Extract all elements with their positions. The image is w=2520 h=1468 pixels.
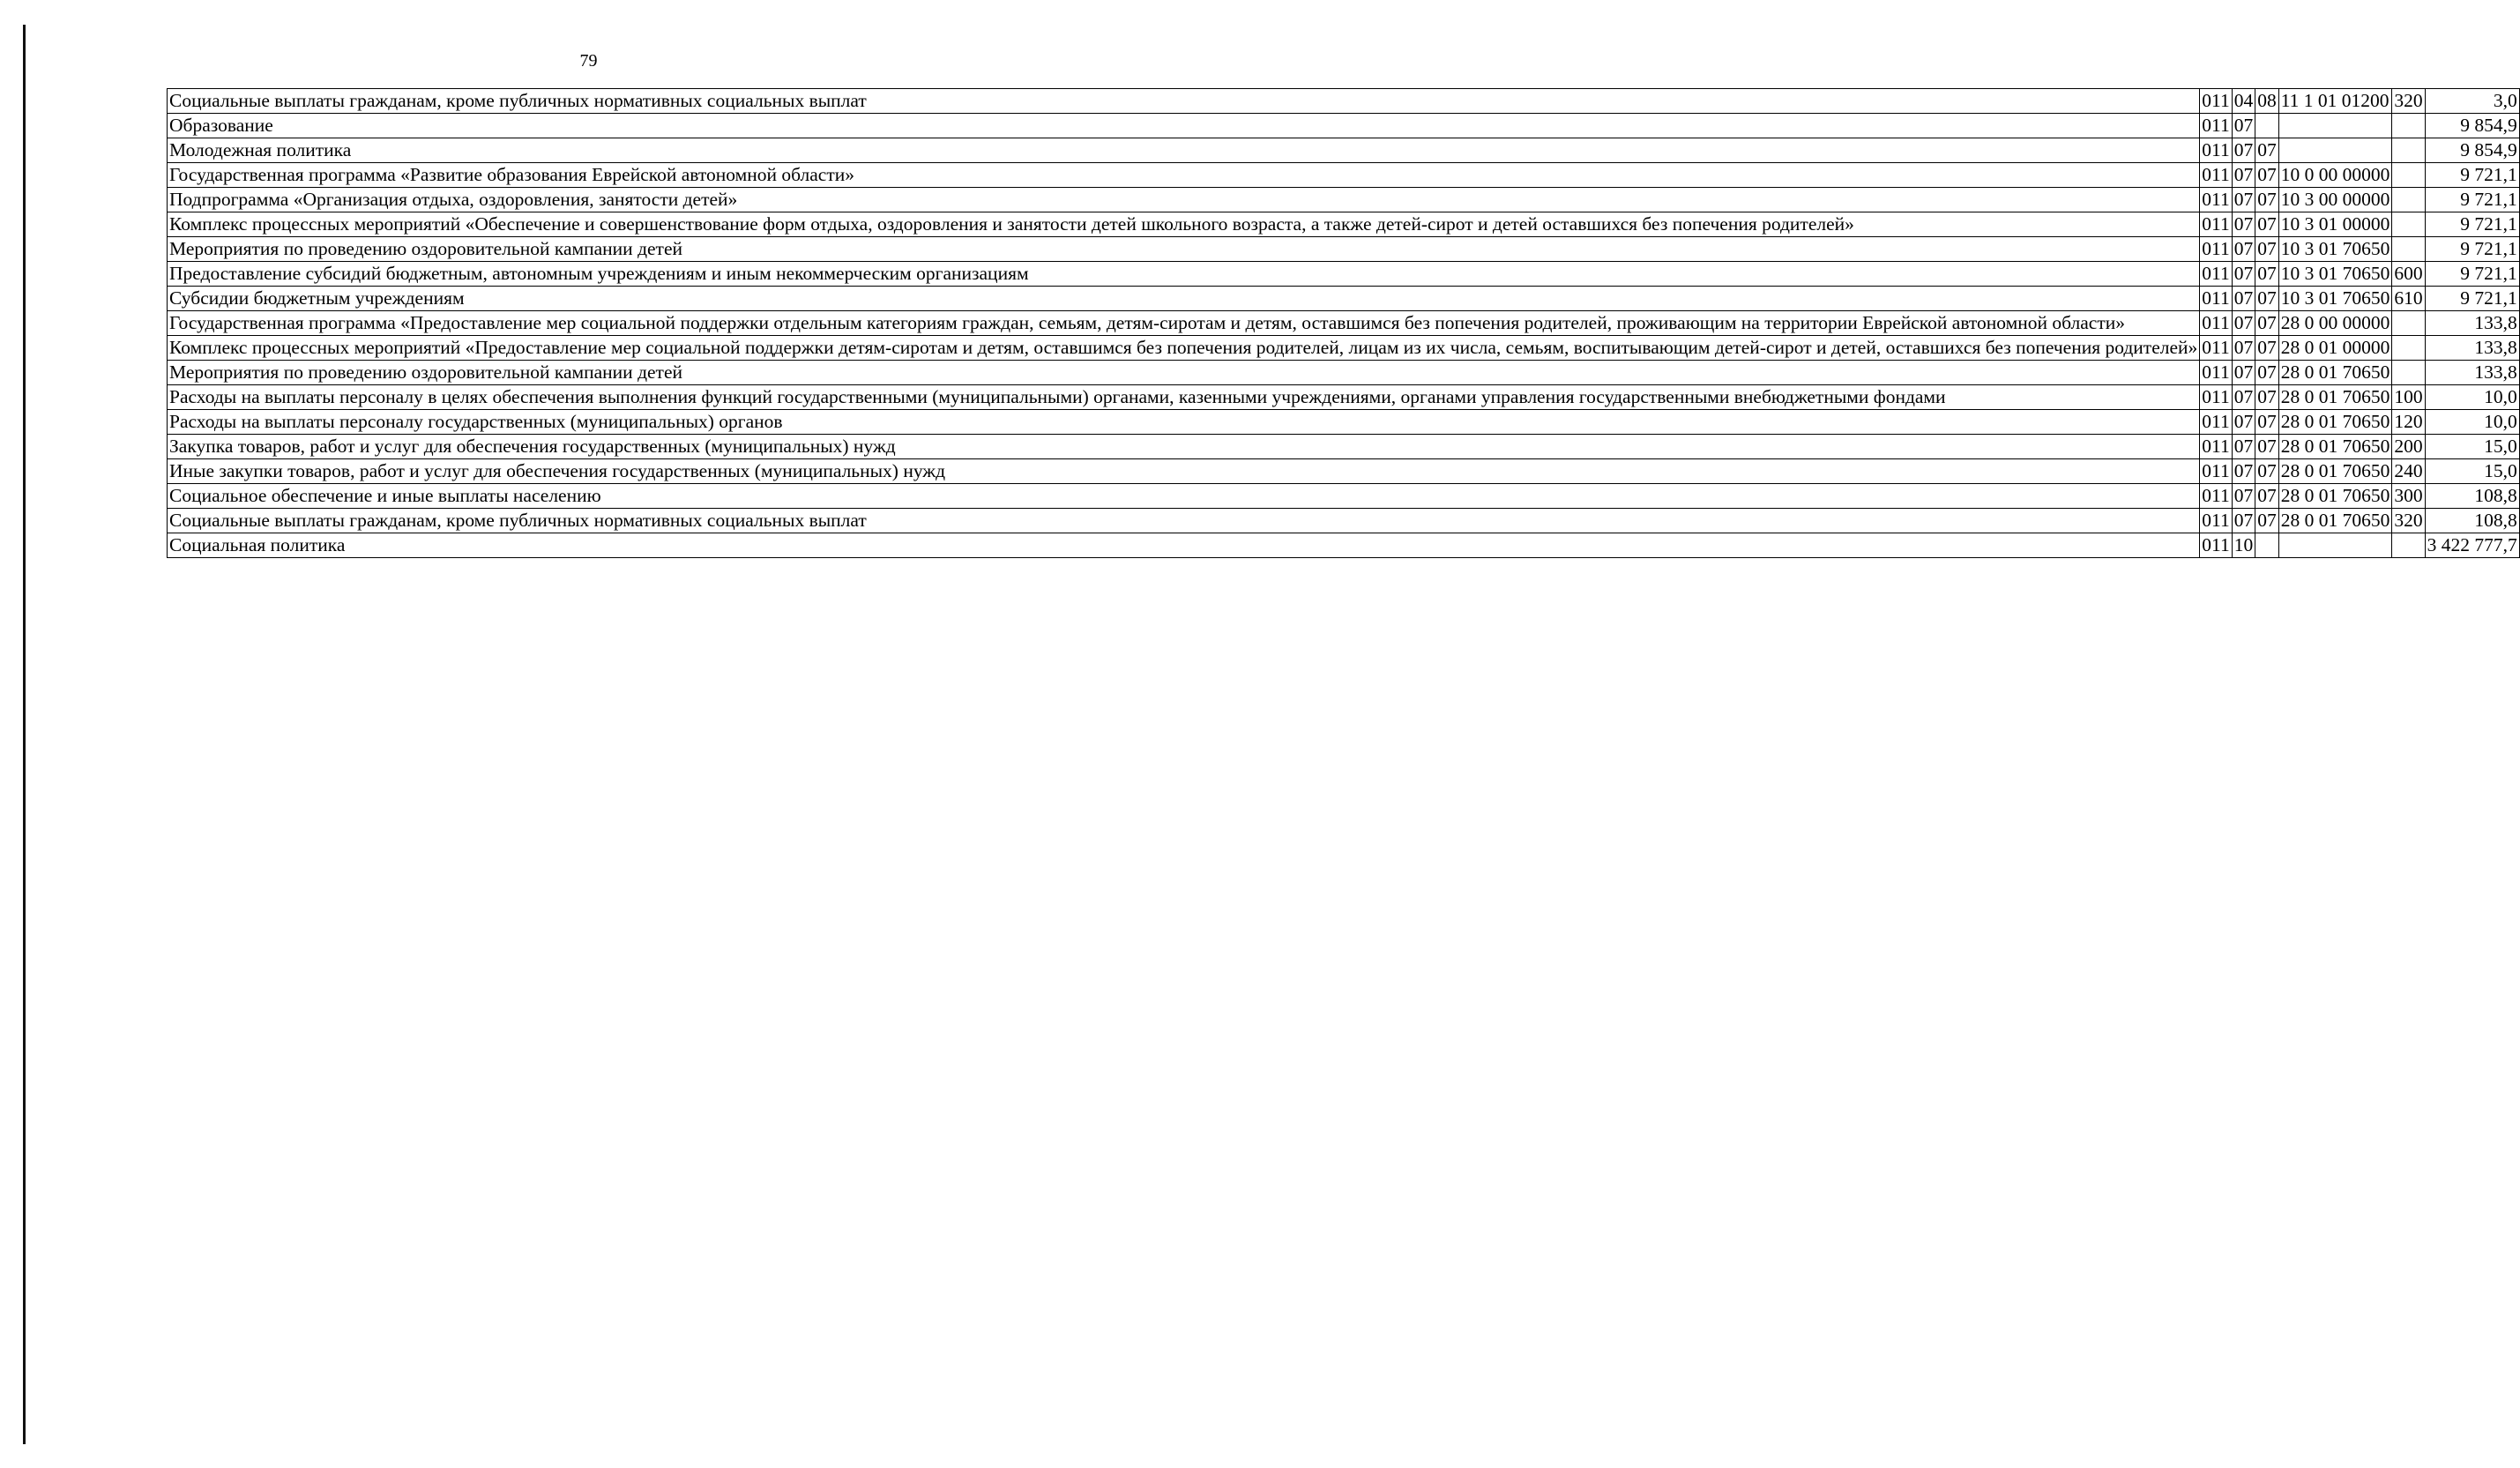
table-row — [168, 262, 2520, 287]
subsection-code-cell: 07 — [2255, 484, 2279, 509]
table-row — [168, 287, 2520, 311]
subsection-code-cell: 07 — [2255, 410, 2279, 435]
amount-cell: 9 854,9 — [2425, 114, 2519, 138]
admin-code-cell: 011 — [2200, 459, 2232, 484]
expense-name-cell: Закупка товаров, работ и услуг для обеспечения государственных (муниципальных) нужд — [168, 435, 2200, 459]
admin-code-cell: 011 — [2200, 533, 2232, 558]
target-article-code-cell: 28 0 01 70650 — [2278, 410, 2392, 435]
subsection-code-cell: 07 — [2255, 212, 2279, 237]
target-article-code-cell: 28 0 01 70650 — [2278, 509, 2392, 533]
subsection-code-cell: 07 — [2255, 361, 2279, 385]
admin-code-cell: 011 — [2200, 89, 2232, 114]
subsection-code-cell: 07 — [2255, 459, 2279, 484]
table-row — [168, 459, 2520, 484]
expense-type-code-cell: 120 — [2392, 410, 2425, 435]
budget-table — [167, 88, 2520, 558]
amount-cell: 9 721,1 — [2425, 163, 2519, 188]
target-article-code-cell: 28 0 01 70650 — [2278, 361, 2392, 385]
target-article-code-cell: 28 0 01 00000 — [2278, 336, 2392, 361]
subsection-code-cell: 07 — [2255, 509, 2279, 533]
section-code-cell: 07 — [2232, 385, 2255, 410]
amount-cell: 9 721,1 — [2425, 262, 2519, 287]
amount-cell: 133,8 — [2425, 311, 2519, 336]
admin-code-cell: 011 — [2200, 262, 2232, 287]
expense-name-cell: Комплекс процессных мероприятий «Обеспечение и совершенствование форм отдыха, оздоровления и занятости детей школьного возраста, а также детей-сирот и детей оставшихся без попечения родителей» — [168, 212, 2200, 237]
subsection-code-cell: 07 — [2255, 385, 2279, 410]
table-row — [168, 163, 2520, 188]
amount-cell: 15,0 — [2425, 435, 2519, 459]
expense-type-code-cell — [2392, 163, 2425, 188]
target-article-code-cell: 10 0 00 00000 — [2278, 163, 2392, 188]
expense-name-cell: Мероприятия по проведению оздоровительной кампании детей — [168, 361, 2200, 385]
expense-type-code-cell: 100 — [2392, 385, 2425, 410]
expense-type-code-cell: 600 — [2392, 262, 2425, 287]
expense-type-code-cell: 610 — [2392, 287, 2425, 311]
expense-type-code-cell — [2392, 361, 2425, 385]
expense-name-cell: Иные закупки товаров, работ и услуг для обеспечения государственных (муниципальных) нужд — [168, 459, 2200, 484]
page-number: 79 — [579, 51, 598, 71]
section-code-cell: 07 — [2232, 459, 2255, 484]
section-code-cell: 04 — [2232, 89, 2255, 114]
amount-cell: 9 721,1 — [2425, 237, 2519, 262]
amount-cell: 3,0 — [2425, 89, 2519, 114]
expense-type-code-cell — [2392, 533, 2425, 558]
admin-code-cell: 011 — [2200, 361, 2232, 385]
expense-name-cell: Образование — [168, 114, 2200, 138]
target-article-code-cell: 28 0 01 70650 — [2278, 459, 2392, 484]
expense-name-cell: Социальная политика — [168, 533, 2200, 558]
expense-name-cell: Социальное обеспечение и иные выплаты населению — [168, 484, 2200, 509]
target-article-code-cell: 28 0 01 70650 — [2278, 484, 2392, 509]
admin-code-cell: 011 — [2200, 287, 2232, 311]
expense-name-cell: Государственная программа «Развитие образования Еврейской автономной области» — [168, 163, 2200, 188]
section-code-cell: 07 — [2232, 114, 2255, 138]
expense-name-cell: Предоставление субсидий бюджетным, автономным учреждениям и иным некоммерческим организациям — [168, 262, 2200, 287]
expense-name-cell: Молодежная политика — [168, 138, 2200, 163]
table-row — [168, 212, 2520, 237]
admin-code-cell: 011 — [2200, 212, 2232, 237]
amount-cell: 10,0 — [2425, 410, 2519, 435]
expense-type-code-cell — [2392, 188, 2425, 212]
expense-name-cell: Расходы на выплаты персоналу государственных (муниципальных) органов — [168, 410, 2200, 435]
admin-code-cell: 011 — [2200, 237, 2232, 262]
expense-type-code-cell — [2392, 212, 2425, 237]
section-code-cell: 10 — [2232, 533, 2255, 558]
expense-name-cell: Мероприятия по проведению оздоровительной кампании детей — [168, 237, 2200, 262]
expense-name-cell: Подпрограмма «Организация отдыха, оздоровления, занятости детей» — [168, 188, 2200, 212]
subsection-code-cell — [2255, 533, 2279, 558]
expense-type-code-cell — [2392, 336, 2425, 361]
table-row — [168, 336, 2520, 361]
section-code-cell: 07 — [2232, 311, 2255, 336]
subsection-code-cell: 07 — [2255, 138, 2279, 163]
target-article-code-cell — [2278, 114, 2392, 138]
section-code-cell: 07 — [2232, 163, 2255, 188]
admin-code-cell: 011 — [2200, 114, 2232, 138]
section-code-cell: 07 — [2232, 336, 2255, 361]
section-code-cell: 07 — [2232, 237, 2255, 262]
subsection-code-cell: 07 — [2255, 435, 2279, 459]
amount-cell: 9 721,1 — [2425, 287, 2519, 311]
section-code-cell: 07 — [2232, 188, 2255, 212]
admin-code-cell: 011 — [2200, 163, 2232, 188]
expense-type-code-cell: 200 — [2392, 435, 2425, 459]
expense-name-cell: Комплекс процессных мероприятий «Предоставление мер социальной поддержки детям-сиротам и детям, оставшимся без попечения родителей, лицам из их числа, семьям, воспитывающим детей-сирот и детей, оставшихся без попечения родителей» — [168, 336, 2200, 361]
target-article-code-cell: 11 1 01 01200 — [2278, 89, 2392, 114]
expense-name-cell: Социальные выплаты гражданам, кроме публичных нормативных социальных выплат — [168, 509, 2200, 533]
expense-type-code-cell — [2392, 311, 2425, 336]
subsection-code-cell: 07 — [2255, 336, 2279, 361]
expense-name-cell: Субсидии бюджетным учреждениям — [168, 287, 2200, 311]
target-article-code-cell: 28 0 01 70650 — [2278, 385, 2392, 410]
table-row — [168, 237, 2520, 262]
section-code-cell: 07 — [2232, 509, 2255, 533]
amount-cell: 133,8 — [2425, 336, 2519, 361]
subsection-code-cell — [2255, 114, 2279, 138]
scan-margin-line — [23, 25, 26, 1444]
expense-type-code-cell: 240 — [2392, 459, 2425, 484]
target-article-code-cell: 28 0 00 00000 — [2278, 311, 2392, 336]
table-row — [168, 484, 2520, 509]
target-article-code-cell: 10 3 01 70650 — [2278, 262, 2392, 287]
target-article-code-cell: 10 3 01 70650 — [2278, 237, 2392, 262]
subsection-code-cell: 07 — [2255, 287, 2279, 311]
amount-cell: 9 721,1 — [2425, 188, 2519, 212]
subsection-code-cell: 07 — [2255, 262, 2279, 287]
expense-type-code-cell: 300 — [2392, 484, 2425, 509]
subsection-code-cell: 07 — [2255, 188, 2279, 212]
target-article-code-cell: 10 3 00 00000 — [2278, 188, 2392, 212]
target-article-code-cell: 10 3 01 00000 — [2278, 212, 2392, 237]
admin-code-cell: 011 — [2200, 509, 2232, 533]
admin-code-cell: 011 — [2200, 188, 2232, 212]
amount-cell: 9 721,1 — [2425, 212, 2519, 237]
admin-code-cell: 011 — [2200, 311, 2232, 336]
budget-table-body — [168, 89, 2520, 558]
expense-type-code-cell: 320 — [2392, 89, 2425, 114]
section-code-cell: 07 — [2232, 410, 2255, 435]
section-code-cell: 07 — [2232, 262, 2255, 287]
subsection-code-cell: 07 — [2255, 311, 2279, 336]
subsection-code-cell: 07 — [2255, 163, 2279, 188]
table-row — [168, 410, 2520, 435]
target-article-code-cell: 28 0 01 70650 — [2278, 435, 2392, 459]
section-code-cell: 07 — [2232, 435, 2255, 459]
section-code-cell: 07 — [2232, 287, 2255, 311]
expense-type-code-cell — [2392, 237, 2425, 262]
table-row — [168, 361, 2520, 385]
expense-name-cell: Государственная программа «Предоставление мер социальной поддержки отдельным категориям граждан, семьям, детям-сиротам и детям, оставшимся без попечения родителей, проживающим на территории Еврейской автономной области» — [168, 311, 2200, 336]
admin-code-cell: 011 — [2200, 435, 2232, 459]
target-article-code-cell — [2278, 533, 2392, 558]
target-article-code-cell — [2278, 138, 2392, 163]
amount-cell: 10,0 — [2425, 385, 2519, 410]
table-row — [168, 114, 2520, 138]
amount-cell: 15,0 — [2425, 459, 2519, 484]
table-row — [168, 89, 2520, 114]
amount-cell: 133,8 — [2425, 361, 2519, 385]
admin-code-cell: 011 — [2200, 484, 2232, 509]
table-row — [168, 311, 2520, 336]
table-row — [168, 385, 2520, 410]
expense-type-code-cell — [2392, 138, 2425, 163]
amount-cell: 108,8 — [2425, 509, 2519, 533]
admin-code-cell: 011 — [2200, 138, 2232, 163]
admin-code-cell: 011 — [2200, 336, 2232, 361]
expense-name-cell: Социальные выплаты гражданам, кроме публичных нормативных социальных выплат — [168, 89, 2200, 114]
amount-cell: 9 854,9 — [2425, 138, 2519, 163]
table-row — [168, 138, 2520, 163]
table-row — [168, 509, 2520, 533]
expense-type-code-cell — [2392, 114, 2425, 138]
target-article-code-cell: 10 3 01 70650 — [2278, 287, 2392, 311]
admin-code-cell: 011 — [2200, 410, 2232, 435]
table-row — [168, 188, 2520, 212]
amount-cell: 108,8 — [2425, 484, 2519, 509]
subsection-code-cell: 08 — [2255, 89, 2279, 114]
table-row — [168, 435, 2520, 459]
section-code-cell: 07 — [2232, 361, 2255, 385]
section-code-cell: 07 — [2232, 484, 2255, 509]
expense-name-cell: Расходы на выплаты персоналу в целях обеспечения выполнения функций государственными (муниципальными) органами, казенными учреждениями, органами управления государственными внебюджетными фондами — [168, 385, 2200, 410]
admin-code-cell: 011 — [2200, 385, 2232, 410]
amount-cell: 3 422 777,7 — [2425, 533, 2519, 558]
expense-type-code-cell: 320 — [2392, 509, 2425, 533]
section-code-cell: 07 — [2232, 138, 2255, 163]
section-code-cell: 07 — [2232, 212, 2255, 237]
subsection-code-cell: 07 — [2255, 237, 2279, 262]
table-row — [168, 533, 2520, 558]
